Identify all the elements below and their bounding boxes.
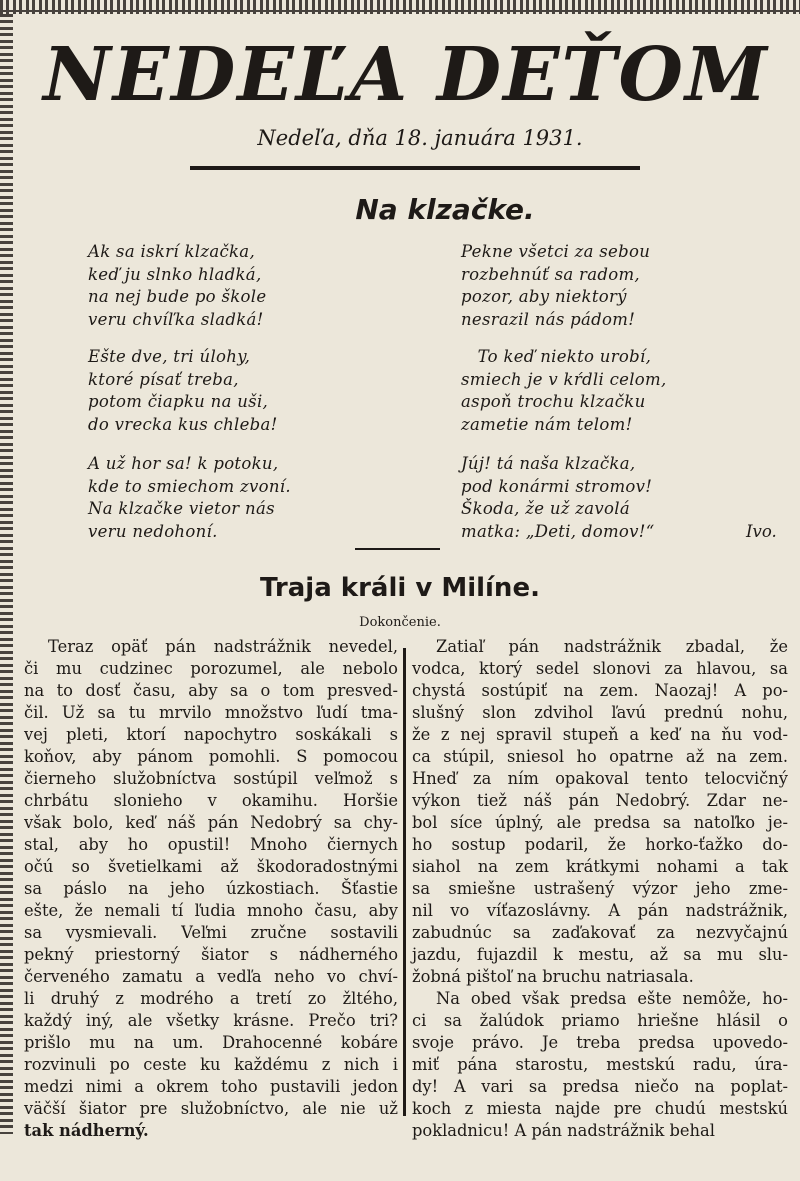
text-line: sa smiešne ustrašený výzor jeho zme- — [412, 879, 788, 898]
text-line: ho sostup podaril, že horko-ťažko do- — [412, 835, 788, 854]
continuation-note: Dokončenie. — [359, 615, 441, 630]
text-line: že z nej spravil stupeň a keď na ňu vod- — [412, 725, 788, 744]
text-line: koňov, aby pánom pomohli. S pomocou — [24, 747, 398, 766]
text-line: pekný priestorný šiator s nádherného — [24, 945, 398, 964]
story-column-left — [24, 636, 398, 1142]
text-line: ci sa žalúdok priamo hriešne hlásil o — [412, 1011, 788, 1030]
column-divider — [403, 648, 406, 1116]
text-line: chystá sostúpiť na zem. Naozaj! A po- — [412, 681, 788, 700]
story-column-right — [412, 636, 788, 1142]
decorative-border-left — [0, 14, 13, 1134]
text-line: sa páslo na jeho úzkostiach. Šťastie — [24, 879, 398, 898]
poem-stanza: Ak sa iskrí klzačka, keď ju slnko hladká, na nej bude po škole veru chvíľka sladká! — [88, 242, 267, 329]
poem-title: Na klzačke. — [355, 193, 535, 226]
header-rule — [190, 166, 640, 170]
newspaper-masthead: NEDEĽA DEŤOM — [43, 32, 769, 118]
text-line: miť pána starostu, mestskú radu, úra- — [412, 1055, 788, 1074]
text-line: väčší šiator pre služobníctvo, ale nie už — [24, 1099, 398, 1118]
decorative-border-top — [0, 0, 800, 14]
text-line: sa vysmievali. Veľmi zručne sostavili — [24, 923, 398, 942]
poem-author: Ivo. — [746, 522, 777, 541]
story-title: Traja králi v Milíne. — [260, 573, 540, 603]
text-line: stal, aby ho opustil! Mnoho čiernych — [24, 835, 398, 854]
text-line: bol síce úplný, ale predsa sa natoľko je- — [412, 813, 788, 832]
poem-stanza: Pekne všetci za sebou rozbehnúť sa radom, pozor, aby niektorý nesrazil nás pádom! — [461, 242, 651, 329]
text-line: rozvinuli po ceste ku každému z nich i — [24, 1055, 398, 1074]
text-line: pokladnicu! A pán nadstrážnik behal — [412, 1121, 715, 1140]
poem-stanza: Ešte dve, tri úlohy, ktoré písať treba, potom čiapku na uši, do vrecka kus chleba! — [88, 347, 278, 434]
text-line: nil vo víťazoslávny. A pán nadstrážnik, — [412, 901, 788, 920]
text-line: koch z miesta najde pre chudú mestskú — [412, 1099, 788, 1118]
text-line: medzi nimi a okrem toho pustavili jedon — [24, 1077, 398, 1096]
text-line: vej pleti, ktorí napochytro soskákali s — [24, 725, 398, 744]
text-line: očú so švetielkami až škodoradostnými — [24, 857, 398, 876]
text-line: čierneho služobníctva sostúpil veľmož s — [24, 769, 398, 788]
poem-stanza: To keď niekto urobí, smiech je v kŕdli celom, aspoň trochu klzačku zametie nám telom! — [461, 347, 667, 434]
text-line: tak nádherný. — [24, 1121, 149, 1140]
text-line: výkon tiež náš pán Nedobrý. Zdar ne- — [412, 791, 788, 810]
text-line: zabudnúc sa zaďakovať za nezvyčajnú — [412, 923, 788, 942]
text-line: slušný slon zdvihol ľavú prednú nohu, — [412, 703, 788, 722]
text-line: siahol na zem krátkymi nohami a tak — [412, 857, 788, 876]
text-line: dy! A vari sa predsa niečo na poplat- — [412, 1077, 788, 1096]
text-line: svoje právo. Je treba predsa upovedo- — [412, 1033, 788, 1052]
text-line: Hneď za ním opakoval tento telocvičný — [412, 769, 788, 788]
text-line: ca stúpil, sniesol ho opatrne až na zem. — [412, 747, 788, 766]
text-line: Teraz opäť pán nadstrážnik nevedel, — [48, 637, 398, 656]
text-line: prišlo mu na um. Drahocenné kobáre — [24, 1033, 398, 1052]
text-line: vodca, ktorý sedel slonovi za hlavou, sa — [412, 659, 788, 678]
text-line: na to dosť času, aby sa o tom presved- — [24, 681, 398, 700]
poem-stanza: A už hor sa! k potoku, kde to smiechom zvoní. Na klzačke vietor nás veru nedohoní. — [88, 454, 291, 541]
text-line: každý iný, ale všetky krásne. Prečo tri? — [24, 1011, 398, 1030]
issue-date: Nedeľa, dňa 18. januára 1931. — [257, 126, 583, 150]
poem-stanza: Júj! tá naša klzačka, pod konármi stromov! Škoda, že už zavolá matka: „Deti, domov!“ — [461, 454, 655, 541]
text-line: čil. Už sa tu mrvilo množstvo ľudí tma- — [24, 703, 398, 722]
text-line: či mu cudzinec porozumel, ale nebolo — [24, 659, 398, 678]
text-line: však bolo, keď náš pán Nedobrý sa chy- — [24, 813, 398, 832]
text-line: jazdu, fujazdil k mestu, až sa mu slu- — [412, 945, 788, 964]
text-line: Na obed však predsa ešte nemôže, ho- — [436, 989, 788, 1008]
section-divider — [355, 548, 440, 550]
text-line: li druhý z modrého a tretí zo žltého, — [24, 989, 398, 1008]
text-line: Zatiaľ pán nadstrážnik zbadal, že — [436, 637, 788, 656]
text-line: žobná pištoľ na bruchu natriasala. — [412, 967, 694, 986]
text-line: ešte, že nemali tí ľudia mnoho času, aby — [24, 901, 398, 920]
text-line: červeného zamatu a vedľa neho vo chví- — [24, 967, 398, 986]
text-line: chrbátu slonieho v okamihu. Horšie — [24, 791, 398, 810]
